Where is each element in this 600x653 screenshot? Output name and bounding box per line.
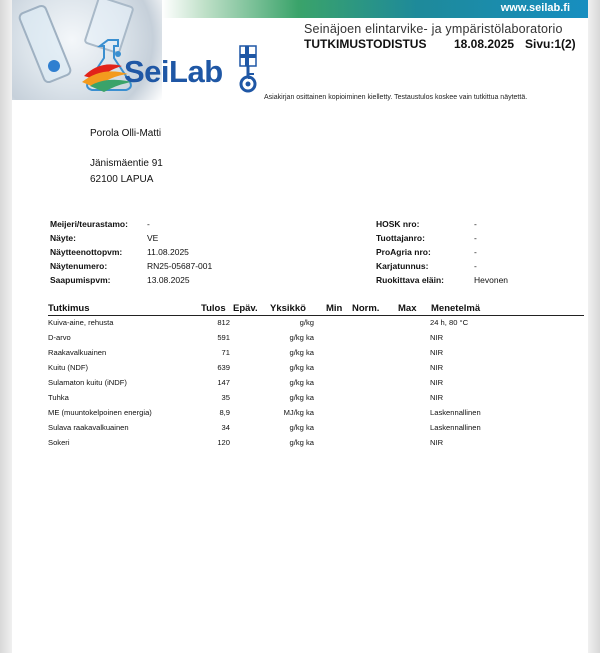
column-header-result: Tulos xyxy=(201,303,226,314)
cell-result: 71 xyxy=(221,348,230,357)
cell-test: Kuiva-aine, rehusta xyxy=(48,318,114,327)
column-header-method: Menetelmä xyxy=(431,303,481,314)
cell-method: NIR xyxy=(430,363,444,372)
info-value: 11.08.2025 xyxy=(147,247,189,257)
table-row xyxy=(12,378,588,392)
table-row xyxy=(12,393,588,407)
info-value: - xyxy=(474,233,477,243)
seilab-logo xyxy=(78,36,223,94)
info-label: HOSK nro: xyxy=(376,219,420,229)
info-label: Karjatunnus: xyxy=(376,261,429,271)
cell-test: Sokeri xyxy=(48,438,70,447)
table-row xyxy=(12,363,588,377)
info-label: Näytenumero: xyxy=(50,261,108,271)
cell-unit: g/kg ka xyxy=(289,363,314,372)
page-shadow-left xyxy=(0,0,12,653)
column-header-max: Max xyxy=(398,303,417,314)
suomalaista-palvelua-badge xyxy=(230,44,294,94)
cell-unit: g/kg ka xyxy=(289,348,314,357)
lab-name: Seinäjoen elintarvike- ja ympäristölaboratorio xyxy=(304,22,563,36)
info-label: Ruokittava eläin: xyxy=(376,275,445,285)
info-value: RN25-05687-001 xyxy=(147,261,213,271)
cell-method: NIR xyxy=(430,333,444,342)
cell-method: NIR xyxy=(430,348,444,357)
info-label: Meijeri/teurastamo: xyxy=(50,219,128,229)
info-value: Hevonen xyxy=(474,275,509,285)
recipient-name: Porola Olli-Matti xyxy=(90,128,162,139)
cell-test: Sulamaton kuitu (iNDF) xyxy=(48,378,127,387)
info-label: Tuottajanro: xyxy=(376,233,425,243)
info-value: - xyxy=(147,219,150,229)
table-row xyxy=(12,423,588,437)
table-row xyxy=(12,348,588,362)
cell-method: NIR xyxy=(430,378,444,387)
column-header-uncertainty: Epäv. xyxy=(233,303,258,314)
document-date: 18.08.2025 xyxy=(454,37,515,51)
cell-method: NIR xyxy=(430,438,444,447)
info-value: 13.08.2025 xyxy=(147,275,190,285)
cell-method: 24 h, 80 °C xyxy=(430,318,469,327)
cell-result: 34 xyxy=(221,423,230,432)
cell-unit: g/kg xyxy=(299,318,314,327)
cell-method: Laskennallinen xyxy=(430,423,481,432)
page-shadow-right xyxy=(588,0,600,653)
cell-result: 147 xyxy=(217,378,230,387)
column-header-norm: Norm. xyxy=(352,303,380,314)
info-value: - xyxy=(474,261,477,271)
info-value: - xyxy=(474,247,477,257)
table-header-rule xyxy=(48,315,584,316)
cell-unit: g/kg ka xyxy=(289,393,314,402)
cell-unit: MJ/kg ka xyxy=(283,408,314,417)
cell-unit: g/kg ka xyxy=(289,423,314,432)
table-row xyxy=(12,318,588,332)
table-row xyxy=(12,438,588,452)
table-row xyxy=(12,333,588,347)
cell-result: 35 xyxy=(221,393,230,402)
key-flag-icon xyxy=(230,44,294,94)
cell-test: Sulava raakavalkuainen xyxy=(48,423,129,432)
column-header-unit: Yksikkö xyxy=(270,303,306,314)
column-header-min: Min xyxy=(326,303,343,314)
info-label: Näyte: xyxy=(50,233,76,243)
cell-method: Laskennallinen xyxy=(430,408,481,417)
cell-result: 639 xyxy=(217,363,230,372)
info-label: ProAgria nro: xyxy=(376,247,431,257)
document-title: TUTKIMUSTODISTUS xyxy=(304,37,427,51)
cell-result: 812 xyxy=(217,318,230,327)
cell-test: ME (muuntokelpoinen energia) xyxy=(48,408,152,417)
table-row xyxy=(12,408,588,422)
page-indicator: Sivu:1(2) xyxy=(525,37,576,51)
info-label: Näytteenottopvm: xyxy=(50,247,123,257)
cell-unit: g/kg ka xyxy=(289,333,314,342)
info-label: Saapumispvm: xyxy=(50,275,111,285)
document-page xyxy=(12,0,588,653)
cell-test: D-arvo xyxy=(48,333,71,342)
cell-method: NIR xyxy=(430,393,444,402)
cell-result: 8,9 xyxy=(219,408,230,417)
cell-result: 120 xyxy=(217,438,230,447)
cell-test: Kuitu (NDF) xyxy=(48,363,89,372)
cell-result: 591 xyxy=(217,333,230,342)
info-value: VE xyxy=(147,233,159,243)
cell-test: Tuhka xyxy=(48,393,69,402)
cell-unit: g/kg ka xyxy=(289,378,314,387)
recipient-city: 62100 LAPUA xyxy=(90,174,154,185)
recipient-street: Jänismäentie 91 xyxy=(90,158,163,169)
test-tube-graphic xyxy=(17,3,73,85)
cell-test: Raakavalkuainen xyxy=(48,348,107,357)
column-header-test: Tutkimus xyxy=(48,303,90,314)
copy-notice: Asiakirjan osittainen kopioiminen kielletty. Testaustulos koskee vain tutkittua näytettä. xyxy=(264,94,528,101)
info-value: - xyxy=(474,219,477,229)
header-color-band xyxy=(162,0,588,18)
liquid-drop-graphic xyxy=(48,60,60,72)
logo-wordmark: SeiLab xyxy=(124,54,223,89)
cell-unit: g/kg ka xyxy=(289,438,314,447)
website-url[interactable]: www.seilab.fi xyxy=(500,2,570,14)
